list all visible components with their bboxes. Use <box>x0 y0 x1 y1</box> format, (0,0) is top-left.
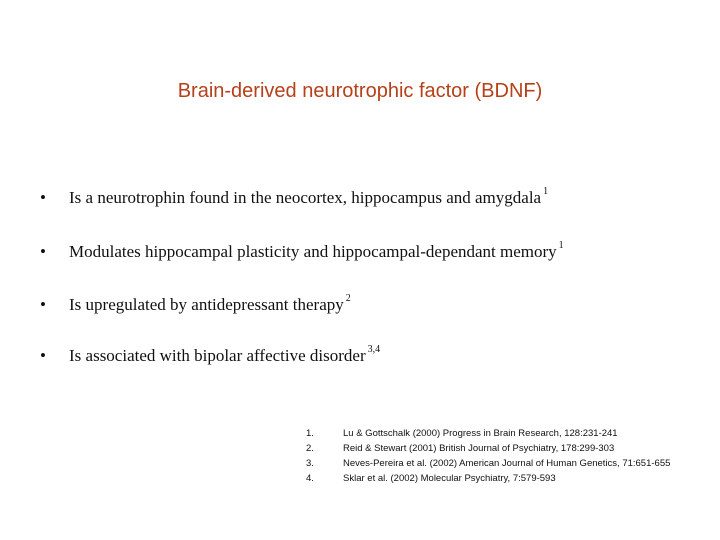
reference-item <box>300 473 710 487</box>
bullet-citation: 1 <box>558 240 564 251</box>
bullet-dot: • <box>40 188 46 207</box>
bullet-text: Is a neurotrophin found in the neocortex, hippocampus and amygdala <box>69 188 542 207</box>
bullet-citation: 2 <box>345 293 351 304</box>
reference-number: 1. <box>306 428 314 439</box>
bullet-citation: 3,4 <box>367 344 381 355</box>
reference-text: Sklar et al. (2002) Molecular Psychiatry, 7:579-593 <box>343 473 556 484</box>
bullet-item <box>40 188 700 212</box>
bullet-item <box>40 346 700 370</box>
bullet-text: Modulates hippocampal plasticity and hippocampal-dependant memory <box>69 242 557 261</box>
reference-item <box>300 443 710 457</box>
reference-number: 3. <box>306 458 314 469</box>
reference-text: Reid & Stewart (2001) British Journal of Psychiatry, 178:299-303 <box>343 443 615 454</box>
reference-item <box>300 428 710 442</box>
reference-number: 2. <box>306 443 314 454</box>
bullet-dot: • <box>40 295 46 314</box>
bullet-citation: 1 <box>543 186 549 197</box>
reference-text: Lu & Gottschalk (2000) Progress in Brain Research, 128:231-241 <box>343 428 618 439</box>
bullet-text-container <box>69 295 351 315</box>
bullet-dot: • <box>40 242 46 261</box>
reference-number: 4. <box>306 473 314 484</box>
bullet-text: Is associated with bipolar affective disorder <box>69 346 366 365</box>
bullet-item <box>40 242 700 266</box>
bullet-text-container <box>69 242 564 262</box>
bullet-item <box>40 295 700 319</box>
bullet-text-container <box>69 188 548 208</box>
slide-title: Brain-derived neurotrophic factor (BDNF) <box>177 80 543 102</box>
bullet-text: Is upregulated by antidepressant therapy <box>69 295 344 314</box>
bullet-text-container <box>69 346 380 366</box>
bullet-dot: • <box>40 346 46 365</box>
reference-text: Neves-Pereira et al. (2002) American Journal of Human Genetics, 71:651-655 <box>343 458 671 469</box>
reference-item <box>300 458 710 472</box>
